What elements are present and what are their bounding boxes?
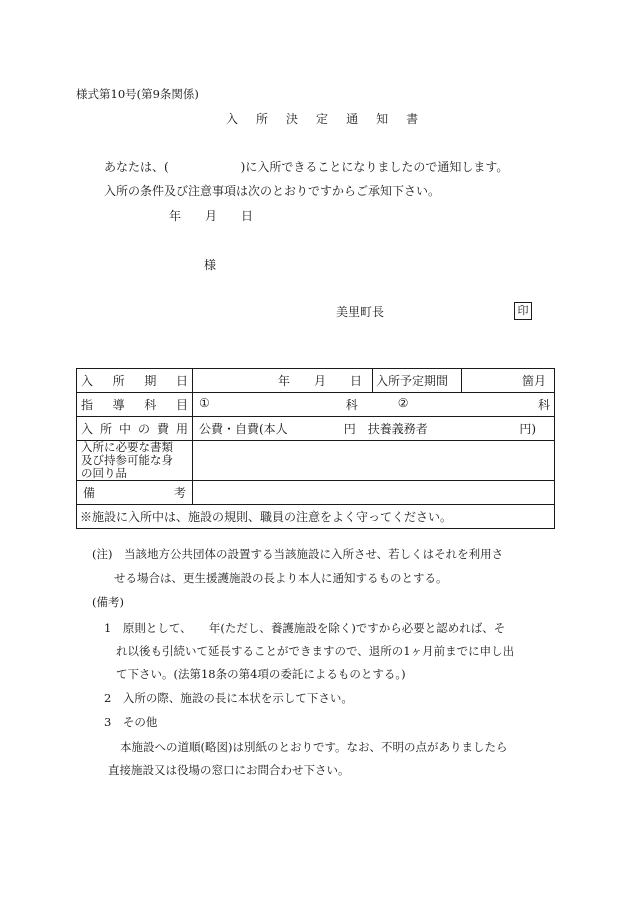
table-row: [77, 393, 555, 417]
title-char: 書: [406, 112, 420, 126]
subject-1-unit: 科: [345, 398, 358, 412]
note-line-1: (注) 当該地方公共団体の設置する当該施設に入所させ、若しくはそれを利用さ: [92, 547, 504, 561]
required-items-label: [77, 441, 193, 481]
table-row: [77, 417, 555, 441]
title-char: 決: [286, 112, 300, 126]
remark-item-1-line-3: て下さい。(法第18条の第4項の委託によるものとする。): [116, 667, 406, 681]
expense-label: 入所中の費用: [77, 417, 193, 441]
guidance-subject-value: [193, 393, 555, 417]
title-char: 入: [226, 112, 240, 126]
remarks-header: (備考): [92, 595, 124, 609]
seal-mark: 印: [514, 302, 532, 320]
period-unit: 箇月: [462, 369, 555, 393]
title-char: 知: [376, 112, 390, 126]
expense-self: 公費・自費(本人: [199, 422, 288, 436]
remark-item-3: 3 その他: [104, 715, 158, 729]
remark-item-3-line-1: 本施設への道順(略図)は別紙のとおりです。なお、不明の点がありましたら: [120, 740, 508, 754]
remark-item-1-line-1: 1 原則として、 年(ただし、養護施設を除く)ですから必要と認めれば、そ: [104, 621, 506, 635]
remarks-label: [77, 481, 193, 505]
intro-line-2: 入所の条件及び注意事項は次のとおりですからご承知下さい。: [104, 184, 441, 198]
title-char: 所: [256, 112, 270, 126]
document-title: [226, 110, 419, 127]
subject-2-unit: 科: [537, 398, 550, 412]
required-items-label-line: 及び持参可能な身: [81, 453, 173, 467]
issuer-name: 美里町長: [336, 305, 385, 319]
expense-self-yen: 円: [343, 422, 356, 436]
intro-line-1: あなたは、( )に入所できることになりましたので通知します。: [104, 160, 509, 174]
issue-date: 年 月 日: [169, 209, 254, 223]
title-char: 定: [316, 112, 330, 126]
form-number: 様式第10号(第9条関係): [76, 87, 199, 101]
table-footer-note: ※施設に入所中は、施設の規則、職員の注意をよく守ってください。: [77, 505, 555, 529]
table-row: [77, 505, 555, 529]
remarks-label-b: 考: [173, 486, 186, 500]
table-row: [77, 369, 555, 393]
table-row: [77, 441, 555, 481]
remark-item-3-line-2: 直接施設又は役場の窓口にお問合わせ下さい。: [108, 763, 350, 777]
admission-date-label: 入所期日: [77, 369, 193, 393]
required-items-label-line: の回り品: [81, 466, 127, 480]
guidance-subject-label: 指導科目: [77, 393, 193, 417]
expense-supporter: 扶養義務者: [367, 422, 428, 436]
period-label: 入所予定期間: [373, 369, 462, 393]
title-char: 通: [346, 112, 360, 126]
remarks-label-a: 備: [83, 486, 96, 500]
expense-value: [193, 417, 555, 441]
table-row: [77, 481, 555, 505]
addressee-suffix: 様: [204, 258, 217, 272]
admission-table: [76, 368, 555, 529]
required-items-label-line: 入所に必要な書類: [81, 440, 173, 454]
admission-date-value: 年 月 日: [193, 369, 373, 393]
remark-item-1-line-2: れ以後も引続いて延長することができますので、退所の1ヶ月前までに申し出: [116, 644, 515, 658]
expense-supporter-yen: 円): [519, 422, 536, 436]
note-line-2: せる場合は、更生援護施設の長より本人に通知するものとする。: [114, 571, 448, 585]
required-items-value: [193, 441, 555, 481]
remarks-value: [193, 481, 555, 505]
subject-2-number: ②: [397, 396, 409, 410]
subject-1-number: ①: [199, 396, 210, 410]
remark-item-2: 2 入所の際、施設の長に本状を示して下さい。: [104, 691, 353, 705]
